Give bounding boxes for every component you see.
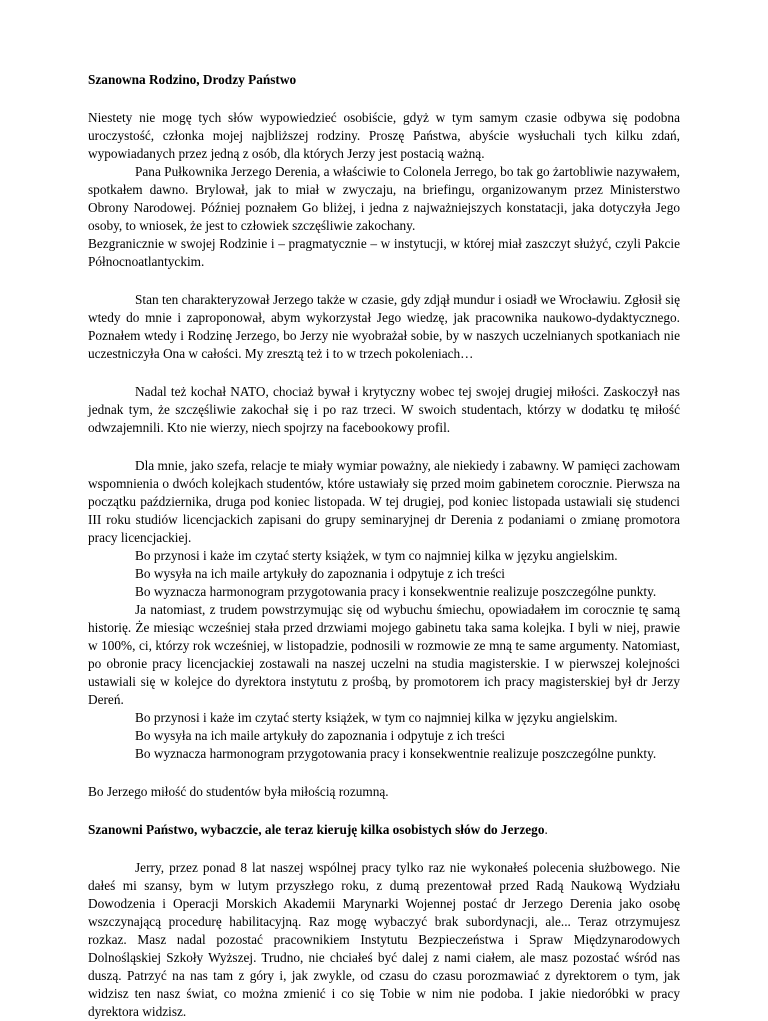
paragraph-wroclaw: Stan ten charakteryzował Jerzego także w czasie, gdy zdjął mundur i osiadł we Wrocławiu. Zgłosił się wtedy do mnie i zaproponował, abym wykorzystał Jego wiedzę, jak pracownika naukowo-dydaktycznego. Poznałem wtedy i Rodzinę Jerzego, bo Jerzy nie wyobrażał sobie, by w naszych uczelnianych spotkaniach nie uczestniczyła Ona w całości. My zresztą też i to w trzech pokoleniach…	[88, 292, 680, 361]
paragraph-reason-emails-1: Bo wysyła na ich maile artykuły do zapoznania i odpytuje z ich treści	[135, 566, 505, 581]
paragraph-rational-love: Bo Jerzego miłość do studentów była miłością rozumną.	[88, 784, 389, 799]
paragraph-reason-schedule-2: Bo wyznacza harmonogram przygotowania pracy i konsekwentnie realizuje poszczególne punkty.	[135, 746, 657, 761]
paragraph-queues: Dla mnie, jako szefa, relacje te miały wymiar poważny, ale niekiedy i zabawny. W pamięci zachowam wspomnienia o dwóch kolejkach studentów, które ustawiały się przed moim gabinetem corocznie. Pierwsza na początku października, druga pod koniec listopada. W tej drugiej, pod koniec listopada ustawiali się studenci III roku studiów licencjackich zapisani do grupy seminaryjnej dr Derenia z podaniami o zmianę promotora pracy licencjackiej.	[88, 458, 680, 545]
paragraph-reason-books-1: Bo przynosi i każe im czytać sterty książek, w tym co najmniej kilka w języku angielskim.	[135, 548, 618, 563]
paragraph-reason-emails-2: Bo wysyła na ich maile artykuły do zapoznania i odpytuje z ich treści	[135, 728, 505, 743]
paragraph-intro: Niestety nie mogę tych słów wypowiedzieć osobiście, gdyż w tym samym czasie odbywa się podobna uroczystość, członka mojej najbliższej rodziny. Proszę Państwa, abyście wysłuchali tych kilku zdań, wypowiadanych przez jedną z osób, dla których Jerzy jest postacią ważną.	[88, 110, 680, 161]
paragraph-story: Ja natomiast, z trudem powstrzymując się od wybuchu śmiechu, opowiadałem im corocznie tę samą historię. Że miesiąc wcześniej stała przed drzwiami mojego gabinetu taka sama kolejka. I byli w niej, prawie w 100%, ci, którzy rok wcześniej, w listopadzie, podnosili w rozmowie ze mną te same argumenty. Natomiast, po obronie pracy licencjackiej zostawali na naszej uczelni na studia magisterskie. I w pierwszej kolejności ustawiali się w kolejce do dyrektora instytutu z prośbą, by promotorem ich pracy magisterskiej był dr Jerzy Dereń.	[88, 602, 680, 707]
paragraph-reason-schedule-1: Bo wyznacza harmonogram przygotowania pracy i konsekwentnie realizuje poszczególne punkty.	[135, 584, 657, 599]
letter-document	[88, 71, 680, 1021]
personal-words-heading	[88, 821, 680, 839]
personal-words-heading-text: Szanowni Państwo, wybaczcie, ale teraz kieruję kilka osobistych słów do Jerzego	[88, 822, 545, 837]
greeting-heading: Szanowna Rodzino, Drodzy Państwo	[88, 72, 297, 87]
paragraph-boundless: Bezgranicznie w swojej Rodzinie i – pragmatycznie – w instytucji, w której miał zaszczyt służyć, czyli Pakcie Północnoatlantyckim.	[88, 236, 680, 269]
paragraph-jerry: Jerry, przez ponad 8 lat naszej wspólnej pracy tylko raz nie wykonałeś polecenia służbowego. Nie dałeś mi szansy, bym w lutym przyszłego roku, z dumą prezentował przed Radą Naukową Wydziału Dowodzenia i Operacji Morskich Akademii Marynarki Wojennej postać dr Jerzego Derenia jako osobę wszczynającą procedurę habilitacyjną. Raz mogę wybaczyć brak subordynacji, ale... Teraz otrzymujesz rozkaz. Masz nadal pozostać pracownikiem Instytutu Bezpieczeństwa i Spraw Międzynarodowych Dolnośląskiej Szkoły Wyższej. Trudno, nie chciałeś być dalej z nami ciałem, ale masz pozostać wśród nas duszą. Patrzyć na nas tam z góry i, jak zwykle, od czasu do czasu porozmawiać z dyrektorem o tym, jak widzisz ten nasz świat, co można zmienić i co się Tobie w nim nie podoba. I jakie niedoróbki w pracy dyrektora widzisz.	[88, 860, 680, 1019]
paragraph-reason-books-2: Bo przynosi i każe im czytać sterty książek, w tym co najmniej kilka w języku angielskim.	[135, 710, 618, 725]
paragraph-first-meeting: Pana Pułkownika Jerzego Derenia, a właściwie to Colonela Jerrego, bo tak go żartobliwie nazywałem, spotkałem dawno. Brylował, jak to miał w zwyczaju, na briefingu, organizowanym przez Ministerstwo Obrony Narodowej. Później poznałem Go bliżej, i jedna z najważniejszych konstatacji, jaka dotyczyła Jego osoby, to wniosek, że jest to człowiek szczęśliwie zakochany.	[88, 164, 680, 233]
paragraph-nato: Nadal też kochał NATO, chociaż bywał i krytyczny wobec tej swojej drugiej miłości. Zaskoczył nas jednak tym, że szczęśliwie zakochał się i po raz trzeci. W swoich studentach, którzy w dodatku tę miłość odwzajemnili. Kto nie wierzy, niech spojrzy na facebookowy profil.	[88, 384, 680, 435]
personal-words-heading-period: .	[544, 822, 548, 837]
